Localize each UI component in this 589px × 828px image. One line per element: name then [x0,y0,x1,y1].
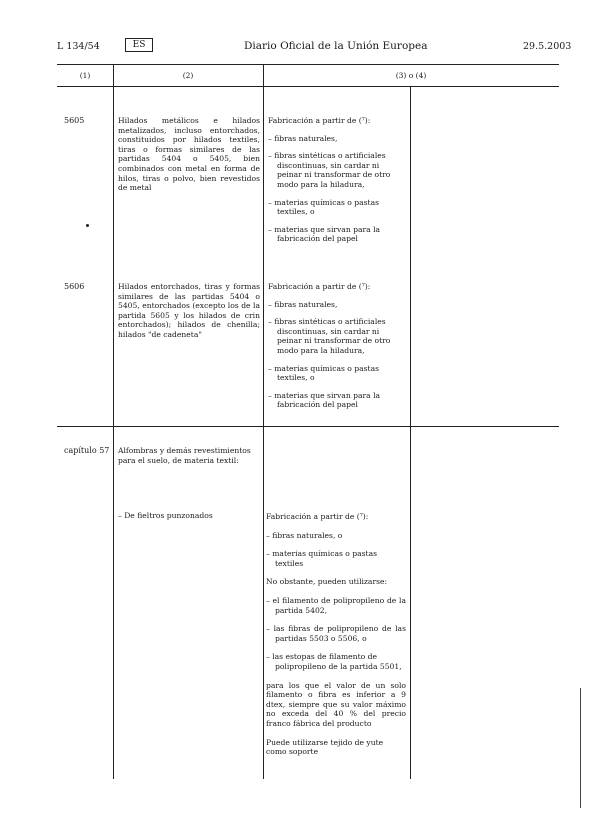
column-header-2: (2) [182,71,194,80]
row-description: Hilados metálicos e hilados metalizados, incluso entorchados, constituidos por hilados textiles, tiras o formas similares de las partidas 5404 o 5405, bien combinados con metal en forma de hilos, tiras o polvo, bien revestidos de metal [118,116,260,193]
rule-line: – materias químicas o pastas textiles, o [268,363,380,383]
rule-line: – fibras naturales, [268,299,338,309]
rule-line: No obstante, pueden utilizarse: [266,577,388,587]
language-box: ES [125,38,153,52]
rule-line: – materias que sirvan para la fabricación del papel [268,224,381,244]
scan-speck [86,224,89,227]
row-description: Alfombras y demás revestimientos para el suelo, de materia textil: [118,446,251,465]
rule-line: – fibras naturales, [268,133,338,143]
rule-line: – fibras sintéticas o artificiales discontinuas, sin cardar ni peinar ni transformar de otro modo para la hiladura, [268,317,391,355]
rule-line: Fabricación a partir de (⁷): [266,512,369,521]
rule-line: – fibras sintéticas o artificiales discontinuas, sin cardar ni peinar ni transformar de otro modo para la hiladura, [268,151,391,189]
rule-line: Fabricación a partir de (⁷): [268,282,371,291]
column-divider-2 [263,64,264,779]
column-header-3: (3) o (4) [395,71,427,80]
rule-line: – las estopas de filamento de polipropileno de la partida 5501, [266,652,402,671]
column-header-1: (1) [79,71,91,80]
rule-line: – materias químicas o pastas textiles [266,549,378,568]
rule-line: Fabricación a partir de (⁷): [268,116,371,125]
rule-line: – las fibras de polipropileno de las partidas 5503 o 5506, o [266,624,406,643]
publication-date: 29.5.2003 [523,41,572,52]
scan-edge-mark [580,688,581,808]
row-description: – De fieltros punzonados [118,511,213,520]
page-reference: L 134/54 [57,41,100,52]
rule-line: para los que el valor de un solo filamento o fibra es inferior a 9 dtex, siempre que su valor máximo no exceda del 40 % del precio franco fábrica del producto [266,680,406,728]
row-divider [57,426,559,427]
rule-line: – fibras naturales, o [266,530,343,540]
row-rule [268,282,406,410]
column-divider-3 [410,86,411,779]
row-description: Hilados entorchados, tiras y formas similares de las partidas 5404 o 5405, entorchados (excepto los de la partida 5605 y los hilados de crin entorchados); hilados de chenilla; hilados "de cadeneta" [118,282,260,339]
rule-line: – materias químicas o pastas textiles, o [268,197,380,217]
row-code: 5605 [64,116,85,125]
table-top-rule [57,64,559,65]
rule-line: Puede utilizarse tejido de yute como soporte [266,737,384,757]
row-rule [266,512,406,757]
row-code: capítulo 57 [64,446,110,455]
column-divider-1 [113,64,114,779]
table-header-rule [57,86,559,87]
row-rule [268,116,406,244]
rule-line: – materias que sirvan para la fabricación del papel [268,390,381,410]
row-code: 5606 [64,282,85,291]
journal-title: Diario Oficial de la Unión Europea [244,40,428,52]
rule-line: – el filamento de polipropileno de la partida 5402, [266,595,406,615]
